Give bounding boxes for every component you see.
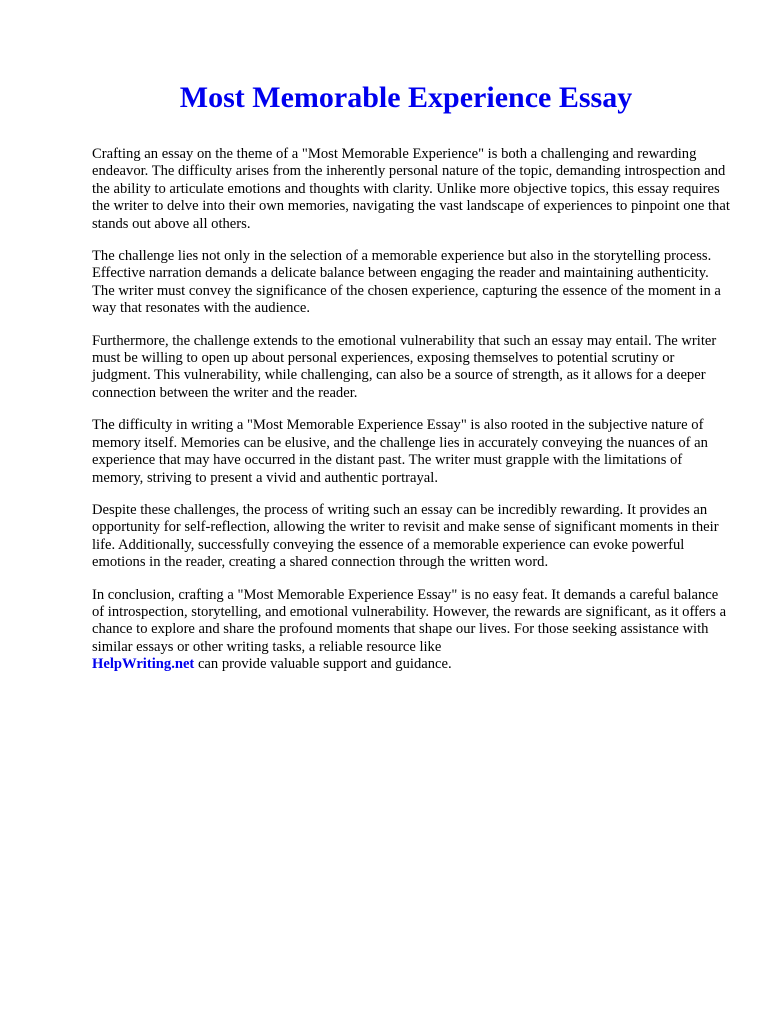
paragraph-4: The difficulty in writing a "Most Memorable Experience Essay" is also rooted in the subjective nature of memory itself. Memories can be elusive, and the challenge lies in accurately conveying the nuances of an experience that may have occurred in the distant past. The writer must grapple with the limitations of memory, striving to present a vivid and authentic portrayal. (92, 417, 708, 486)
conclusion-paragraph (92, 587, 732, 674)
essay-body (92, 146, 732, 689)
paragraph-5: Despite these challenges, the process of writing such an essay can be incredibly rewarding. It provides an opportunity for self-reflection, allowing the writer to revisit and make sense of significant moments in their life. Additionally, successfully conveying the essence of a memorable experience can evoke powerful emotions in the reader, creating a shared connection through the written word. (92, 501, 719, 571)
conclusion-text: In conclusion, crafting a "Most Memorable Experience Essay" is no easy feat. It demands a careful balance of introspection, storytelling, and emotional vulnerability. However, the rewards are significant, as it offers a chance to explore and share the profound moments that shape our lives. For those seeking assistance with similar essays or other writing tasks, a reliable resource like (92, 586, 727, 655)
paragraph-3: Furthermore, the challenge extends to the emotional vulnerability that such an essay may entail. The writer must be willing to open up about personal experiences, exposing themselves to potential scrutiny or judgment. This vulnerability, while challenging, can also be a source of strength, as it allows for a deeper connection between the writer and the reader. (92, 332, 717, 401)
helpwriting-link[interactable]: HelpWriting.net (92, 656, 195, 673)
paragraph-2: The challenge lies not only in the selection of a memorable experience but also in the storytelling process. Effective narration demands a delicate balance between engaging the reader and maintaining authenticity. The writer must convey the significance of the chosen experience, capturing the essence of the moment in a way that resonates with the audience. (92, 248, 721, 317)
page-title: Most Memorable Experience Essay (179, 81, 633, 114)
paragraph-1: Crafting an essay on the theme of a "Most Memorable Experience" is both a challenging and rewarding endeavor. The difficulty arises from the inherently personal nature of the topic, demanding introspection and the ability to articulate emotions and thoughts with clarity. Unlike more objective topics, this essay requires the writer to delve into their own memories, navigating the vast landscape of experiences to pinpoint one that stands out above all others. (92, 146, 730, 232)
conclusion-after-link: can provide valuable support and guidance. (194, 656, 452, 673)
